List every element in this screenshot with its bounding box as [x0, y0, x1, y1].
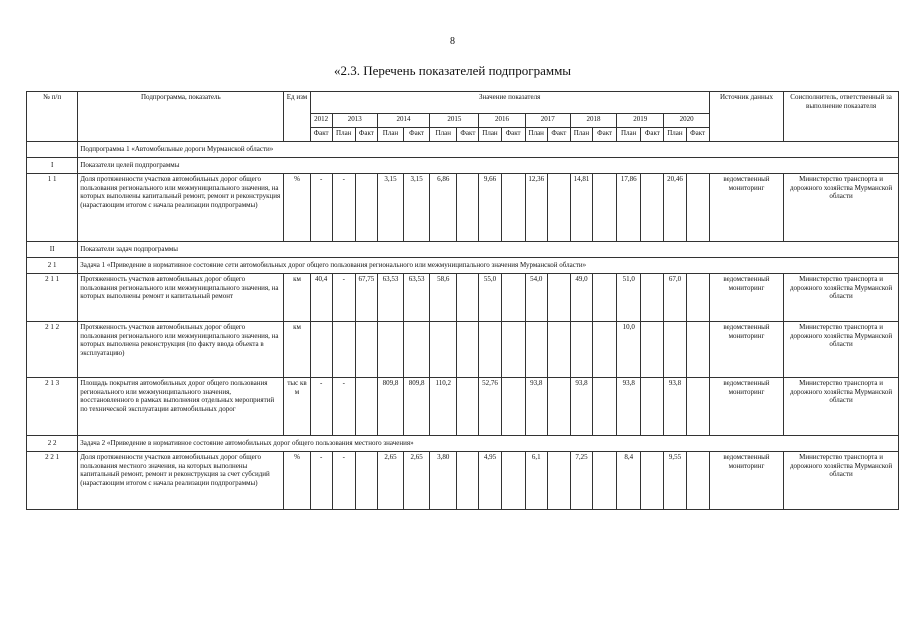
value-cell [641, 274, 664, 322]
value-cell [547, 378, 570, 436]
unit-cell: км [284, 322, 310, 378]
indicator-name: Протяженность участков автомобильных дорог общего пользования регионального или межмуниципального значения, на которых выполнены ремонт и капитальный ремонт [78, 274, 284, 322]
year-header: 2016 [479, 114, 525, 128]
section-num: 2 1 [27, 258, 78, 274]
value-cell: 14,81 [570, 174, 592, 242]
source-cell: ведомственный мониторинг [709, 378, 783, 436]
row-num: 1 1 [27, 174, 78, 242]
value-cell [686, 378, 709, 436]
subheader: План [617, 128, 641, 142]
value-cell: 17,86 [617, 174, 641, 242]
value-cell: 809,8 [377, 378, 403, 436]
value-cell [641, 452, 664, 510]
value-cell [686, 452, 709, 510]
source-cell: ведомственный мониторинг [709, 174, 783, 242]
section-row [27, 142, 899, 158]
value-cell: 2,65 [377, 452, 403, 510]
value-cell [664, 322, 686, 378]
value-cell: - [310, 174, 332, 242]
value-cell: 93,8 [570, 378, 592, 436]
value-cell: 52,76 [479, 378, 501, 436]
subheader: План [525, 128, 547, 142]
header-num: № п/п [27, 92, 78, 142]
indicator-name: Площадь покрытия автомобильных дорог общего пользования регионального или межмуниципального значения, восстановленного в рамках выполнения отдельных мероприятий по технической эксплуатации автомобильных дорог [78, 378, 284, 436]
value-cell [501, 322, 525, 378]
value-cell: 12,36 [525, 174, 547, 242]
unit-cell: % [284, 174, 310, 242]
year-header: 2019 [617, 114, 664, 128]
year-header: 2013 [332, 114, 377, 128]
executor-cell: Министерство транспорта и дорожного хозяйства Мурманской области [784, 322, 899, 378]
value-cell [525, 322, 547, 378]
value-cell [547, 452, 570, 510]
source-cell: ведомственный мониторинг [709, 452, 783, 510]
value-cell [430, 322, 457, 378]
value-cell [332, 322, 355, 378]
value-cell [501, 378, 525, 436]
value-cell: 63,53 [377, 274, 403, 322]
unit-cell: % [284, 452, 310, 510]
row-num: 2 2 1 [27, 452, 78, 510]
value-cell [457, 322, 479, 378]
value-cell [501, 452, 525, 510]
value-cell: 67,75 [355, 274, 377, 322]
value-cell: - [310, 378, 332, 436]
source-cell: ведомственный мониторинг [709, 274, 783, 322]
value-cell [686, 274, 709, 322]
value-cell [641, 322, 664, 378]
executor-cell: Министерство транспорта и дорожного хозяйства Мурманской области [784, 174, 899, 242]
value-cell: 4,95 [479, 452, 501, 510]
subheader: Факт [501, 128, 525, 142]
subheader: План [332, 128, 355, 142]
value-cell: 40,4 [310, 274, 332, 322]
value-cell [457, 378, 479, 436]
value-cell [404, 322, 430, 378]
subheader: План [430, 128, 457, 142]
value-cell: 10,0 [617, 322, 641, 378]
value-cell [641, 174, 664, 242]
subheader: Факт [547, 128, 570, 142]
section-title: Показатели целей подпрограммы [78, 158, 899, 174]
section-row [27, 242, 899, 258]
subheader: Факт [641, 128, 664, 142]
section-num: I [27, 158, 78, 174]
table-row [27, 274, 899, 322]
value-cell: 809,8 [404, 378, 430, 436]
section-row [27, 158, 899, 174]
value-cell: 2,65 [404, 452, 430, 510]
value-cell: 3,15 [377, 174, 403, 242]
indicator-name: Протяженность участков автомобильных дорог общего пользования регионального или межмуниципального значения, на которых выполнена реконструкция (по факту ввода объекта в эксплуатацию) [78, 322, 284, 378]
subheader: Факт [310, 128, 332, 142]
header-source: Источник данных [709, 92, 783, 142]
unit-cell: тыс кв м [284, 378, 310, 436]
value-cell [641, 378, 664, 436]
indicator-name: Доля протяженности участков автомобильных дорог общего пользования местного значения, на которых выполнены капитальный ремонт, ремонт и реконструкция за счет субсидий (нарастающим итогом с начала реализации подпрограммы) [78, 452, 284, 510]
value-cell [570, 322, 592, 378]
subheader: План [377, 128, 403, 142]
value-cell: 49,0 [570, 274, 592, 322]
value-cell [593, 378, 617, 436]
value-cell: 20,46 [664, 174, 686, 242]
year-header: 2020 [664, 114, 709, 128]
section-row [27, 436, 899, 452]
value-cell: - [332, 274, 355, 322]
value-cell: 6,1 [525, 452, 547, 510]
subheader: Факт [355, 128, 377, 142]
value-cell: 110,2 [430, 378, 457, 436]
subheader: Факт [593, 128, 617, 142]
value-cell [593, 322, 617, 378]
value-cell: 9,66 [479, 174, 501, 242]
value-cell [547, 174, 570, 242]
unit-cell: км [284, 274, 310, 322]
value-cell: 3,15 [404, 174, 430, 242]
value-cell: 63,53 [404, 274, 430, 322]
value-cell [457, 174, 479, 242]
section-title: Подпрограмма 1 «Автомобильные дороги Мурманской области» [78, 142, 899, 158]
table-row [27, 322, 899, 378]
value-cell: 55,0 [479, 274, 501, 322]
value-cell: - [332, 378, 355, 436]
value-cell [479, 322, 501, 378]
value-cell [457, 452, 479, 510]
section-row [27, 258, 899, 274]
value-cell [547, 274, 570, 322]
value-cell [355, 378, 377, 436]
value-cell [355, 452, 377, 510]
value-cell [593, 452, 617, 510]
value-cell: 3,80 [430, 452, 457, 510]
table-row [27, 452, 899, 510]
executor-cell: Министерство транспорта и дорожного хозяйства Мурманской области [784, 452, 899, 510]
page-number: 8 [450, 36, 455, 47]
year-header: 2012 [310, 114, 332, 128]
value-cell [501, 274, 525, 322]
year-header: 2015 [430, 114, 479, 128]
value-cell: 6,86 [430, 174, 457, 242]
header-values: Значение показателя [310, 92, 709, 114]
subheader: План [664, 128, 686, 142]
value-cell: 8,4 [617, 452, 641, 510]
value-cell [686, 322, 709, 378]
value-cell [547, 322, 570, 378]
row-num: 2 1 1 [27, 274, 78, 322]
executor-cell: Министерство транспорта и дорожного хозяйства Мурманской области [784, 274, 899, 322]
table-row [27, 378, 899, 436]
value-cell: - [332, 452, 355, 510]
value-cell: 9,55 [664, 452, 686, 510]
value-cell: 58,6 [430, 274, 457, 322]
subheader: План [570, 128, 592, 142]
row-num: 2 1 3 [27, 378, 78, 436]
value-cell [355, 174, 377, 242]
value-cell [355, 322, 377, 378]
subheader: Факт [686, 128, 709, 142]
value-cell: 93,8 [525, 378, 547, 436]
header-unit: Ед изм [284, 92, 310, 142]
section-num: 2 2 [27, 436, 78, 452]
section-title: Задача 1 «Приведение в нормативное состояние сети автомобильных дорог общего пользования регионального или межмуниципального значения Мурманской области» [78, 258, 899, 274]
value-cell [310, 322, 332, 378]
value-cell [593, 174, 617, 242]
section-title: Задача 2 «Приведение в нормативное состояние автомобильных дорог общего пользования местного значения» [78, 436, 899, 452]
value-cell [377, 322, 403, 378]
value-cell: 51,0 [617, 274, 641, 322]
executor-cell: Министерство транспорта и дорожного хозяйства Мурманской области [784, 378, 899, 436]
section-title: Показатели задач подпрограммы [78, 242, 899, 258]
subheader: Факт [457, 128, 479, 142]
value-cell [593, 274, 617, 322]
section-num: II [27, 242, 78, 258]
subheader: Факт [404, 128, 430, 142]
value-cell: 54,0 [525, 274, 547, 322]
value-cell: 93,8 [617, 378, 641, 436]
source-cell: ведомственный мониторинг [709, 322, 783, 378]
year-header: 2017 [525, 114, 570, 128]
indicator-name: Доля протяженности участков автомобильных дорог общего пользования регионального или межмуниципального значения, на которых выполнены капитальный ремонт, ремонт и реконструкция (нарастающим итогом с начала реализации подпрограммы) [78, 174, 284, 242]
row-num: 2 1 2 [27, 322, 78, 378]
page-title: «2.3. Перечень показателей подпрограммы [333, 63, 572, 78]
value-cell: 7,25 [570, 452, 592, 510]
year-header: 2014 [377, 114, 429, 128]
value-cell: - [332, 174, 355, 242]
subheader: План [479, 128, 501, 142]
value-cell: - [310, 452, 332, 510]
value-cell [501, 174, 525, 242]
header-executor: Соисполнитель, ответственный за выполнение показателя [784, 92, 899, 142]
indicators-table [26, 91, 899, 510]
header-name: Подпрограмма, показатель [78, 92, 284, 142]
table-row [27, 174, 899, 242]
value-cell [686, 174, 709, 242]
value-cell [457, 274, 479, 322]
value-cell: 93,8 [664, 378, 686, 436]
value-cell: 67,0 [664, 274, 686, 322]
year-header: 2018 [570, 114, 616, 128]
